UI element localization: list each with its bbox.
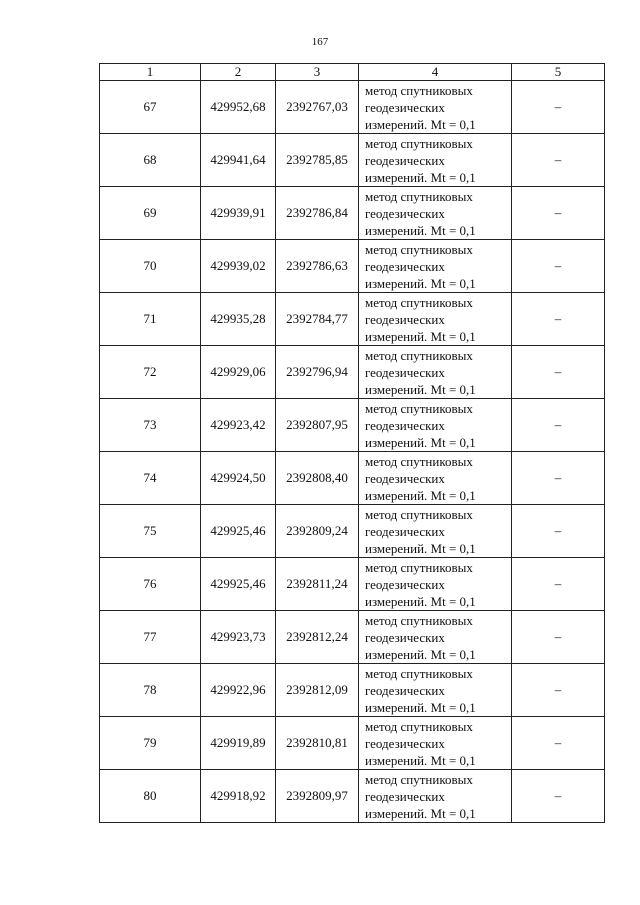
table-body: [100, 81, 605, 823]
coordinate-x: 429952,68: [201, 81, 276, 134]
note-dash: –: [512, 452, 605, 505]
point-number: 73: [100, 399, 201, 452]
method-description: [359, 81, 512, 134]
method-line: геодезических: [365, 576, 445, 592]
header-col-4: 4: [359, 64, 512, 81]
header-col-2: 2: [201, 64, 276, 81]
table-row: [100, 717, 605, 770]
coordinate-y: 2392796,94: [276, 346, 359, 399]
coordinate-x: 429925,46: [201, 505, 276, 558]
note-dash: –: [512, 134, 605, 187]
coordinate-x: 429919,89: [201, 717, 276, 770]
method-line: геодезических: [365, 205, 445, 221]
point-number: 67: [100, 81, 201, 134]
method-description: [359, 770, 512, 823]
coordinate-y: 2392784,77: [276, 293, 359, 346]
point-number: 77: [100, 611, 201, 664]
point-number: 78: [100, 664, 201, 717]
coordinate-y: 2392809,97: [276, 770, 359, 823]
method-line: метод спутниковых: [365, 241, 473, 257]
point-number: 79: [100, 717, 201, 770]
method-line: измерений. Mt = 0,1: [365, 752, 476, 768]
method-line: метод спутниковых: [365, 665, 473, 681]
method-line: измерений. Mt = 0,1: [365, 540, 476, 556]
method-line: измерений. Mt = 0,1: [365, 699, 476, 715]
coordinate-y: 2392786,84: [276, 187, 359, 240]
coordinate-x: 429935,28: [201, 293, 276, 346]
table-row: [100, 346, 605, 399]
coordinate-y: 2392809,24: [276, 505, 359, 558]
note-dash: –: [512, 187, 605, 240]
point-number: 76: [100, 558, 201, 611]
note-dash: –: [512, 611, 605, 664]
point-number: 80: [100, 770, 201, 823]
header-col-5: 5: [512, 64, 605, 81]
table-row: [100, 558, 605, 611]
method-description: [359, 399, 512, 452]
note-dash: –: [512, 346, 605, 399]
method-line: метод спутниковых: [365, 188, 473, 204]
note-dash: –: [512, 81, 605, 134]
note-dash: –: [512, 770, 605, 823]
coordinate-x: 429923,42: [201, 399, 276, 452]
header-col-3: 3: [276, 64, 359, 81]
method-description: [359, 611, 512, 664]
header-col-1: 1: [100, 64, 201, 81]
method-line: измерений. Mt = 0,1: [365, 222, 476, 238]
point-number: 75: [100, 505, 201, 558]
table-row: [100, 399, 605, 452]
table-row: [100, 611, 605, 664]
method-line: геодезических: [365, 523, 445, 539]
point-number: 68: [100, 134, 201, 187]
table-row: [100, 452, 605, 505]
table-row: [100, 505, 605, 558]
coordinate-y: 2392785,85: [276, 134, 359, 187]
method-line: измерений. Mt = 0,1: [365, 328, 476, 344]
coordinate-y: 2392812,24: [276, 611, 359, 664]
method-line: геодезических: [365, 311, 445, 327]
coordinate-x: 429918,92: [201, 770, 276, 823]
method-line: геодезических: [365, 470, 445, 486]
method-description: [359, 240, 512, 293]
coordinate-y: 2392807,95: [276, 399, 359, 452]
header-row: [100, 64, 605, 81]
coordinate-x: 429925,46: [201, 558, 276, 611]
method-line: измерений. Mt = 0,1: [365, 646, 476, 662]
note-dash: –: [512, 505, 605, 558]
table-row: [100, 664, 605, 717]
method-line: метод спутниковых: [365, 135, 473, 151]
method-line: измерений. Mt = 0,1: [365, 169, 476, 185]
method-line: геодезических: [365, 682, 445, 698]
method-description: [359, 558, 512, 611]
method-line: метод спутниковых: [365, 400, 473, 416]
table-row: [100, 240, 605, 293]
method-line: измерений. Mt = 0,1: [365, 434, 476, 450]
method-description: [359, 293, 512, 346]
coordinate-y: 2392808,40: [276, 452, 359, 505]
note-dash: –: [512, 664, 605, 717]
method-description: [359, 505, 512, 558]
method-line: геодезических: [365, 417, 445, 433]
method-line: метод спутниковых: [365, 347, 473, 363]
method-line: метод спутниковых: [365, 506, 473, 522]
method-line: геодезических: [365, 258, 445, 274]
method-line: геодезических: [365, 364, 445, 380]
note-dash: –: [512, 240, 605, 293]
method-line: метод спутниковых: [365, 612, 473, 628]
coordinates-table: [99, 63, 605, 823]
coordinate-y: 2392811,24: [276, 558, 359, 611]
method-line: измерений. Mt = 0,1: [365, 805, 476, 821]
coordinate-x: 429922,96: [201, 664, 276, 717]
note-dash: –: [512, 293, 605, 346]
note-dash: –: [512, 558, 605, 611]
method-line: геодезических: [365, 99, 445, 115]
method-line: геодезических: [365, 629, 445, 645]
method-description: [359, 717, 512, 770]
method-line: измерений. Mt = 0,1: [365, 116, 476, 132]
method-line: измерений. Mt = 0,1: [365, 381, 476, 397]
point-number: 70: [100, 240, 201, 293]
coordinate-y: 2392810,81: [276, 717, 359, 770]
method-line: измерений. Mt = 0,1: [365, 593, 476, 609]
coordinate-y: 2392812,09: [276, 664, 359, 717]
note-dash: –: [512, 717, 605, 770]
point-number: 72: [100, 346, 201, 399]
coordinate-x: 429941,64: [201, 134, 276, 187]
method-line: геодезических: [365, 735, 445, 751]
point-number: 69: [100, 187, 201, 240]
table-row: [100, 770, 605, 823]
method-description: [359, 452, 512, 505]
method-line: метод спутниковых: [365, 718, 473, 734]
coordinate-x: 429939,02: [201, 240, 276, 293]
coordinate-x: 429924,50: [201, 452, 276, 505]
point-number: 74: [100, 452, 201, 505]
table-row: [100, 187, 605, 240]
point-number: 71: [100, 293, 201, 346]
method-description: [359, 664, 512, 717]
table-row: [100, 81, 605, 134]
method-line: метод спутниковых: [365, 82, 473, 98]
coordinate-x: 429923,73: [201, 611, 276, 664]
method-line: геодезических: [365, 788, 445, 804]
method-description: [359, 346, 512, 399]
method-line: метод спутниковых: [365, 294, 473, 310]
method-line: геодезических: [365, 152, 445, 168]
table-header: [100, 64, 605, 81]
coordinate-y: 2392786,63: [276, 240, 359, 293]
coordinate-y: 2392767,03: [276, 81, 359, 134]
method-line: измерений. Mt = 0,1: [365, 487, 476, 503]
table-row: [100, 293, 605, 346]
coordinate-x: 429939,91: [201, 187, 276, 240]
method-description: [359, 187, 512, 240]
method-line: метод спутниковых: [365, 453, 473, 469]
method-line: метод спутниковых: [365, 559, 473, 575]
coordinate-x: 429929,06: [201, 346, 276, 399]
table-row: [100, 134, 605, 187]
method-line: метод спутниковых: [365, 771, 473, 787]
method-line: измерений. Mt = 0,1: [365, 275, 476, 291]
note-dash: –: [512, 399, 605, 452]
page-number: 167: [311, 36, 329, 48]
method-description: [359, 134, 512, 187]
